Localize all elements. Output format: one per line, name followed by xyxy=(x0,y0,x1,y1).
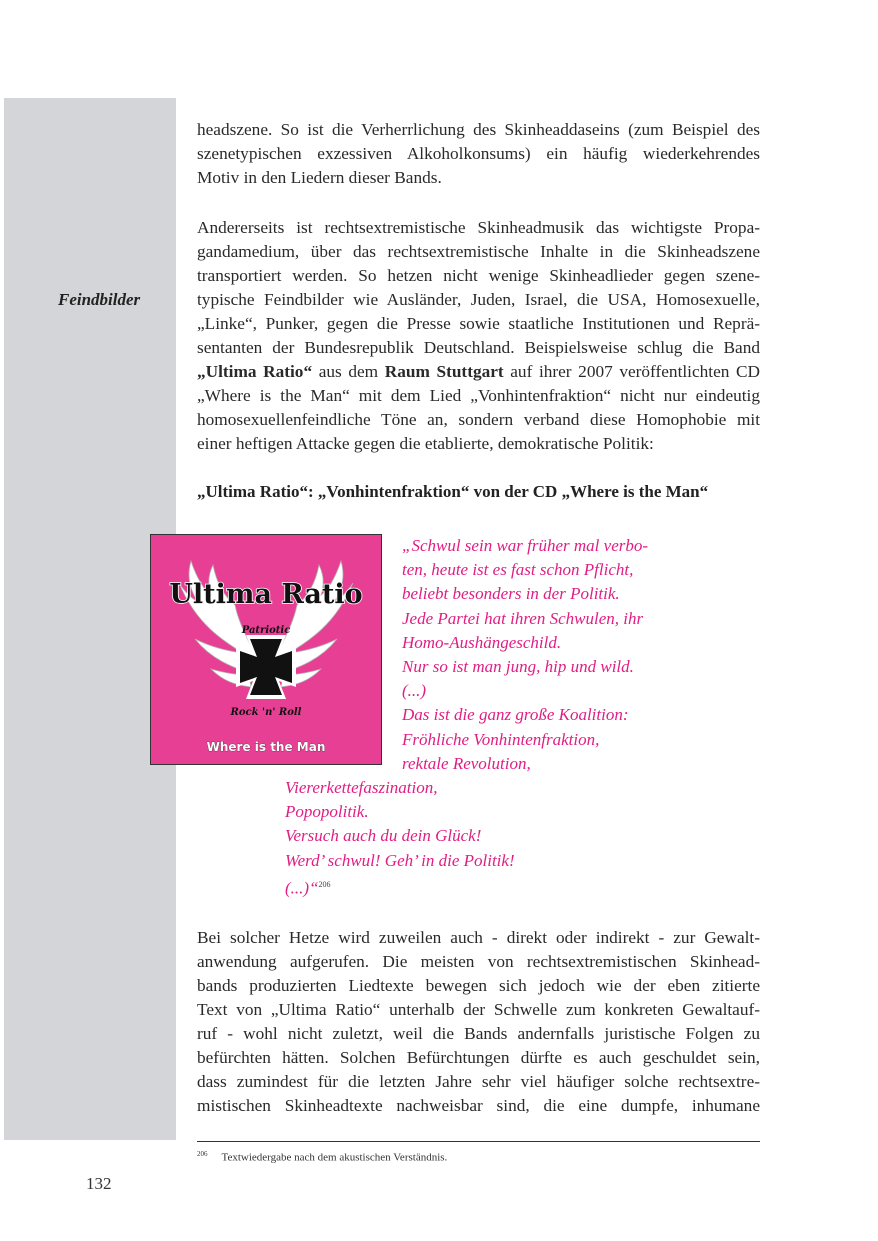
text-line: dass zumindest für die letzten Jahre sehr viel häufiger solche rechtsextre- xyxy=(197,1072,760,1091)
text-line: befürchten hätten. Solchen Befürchtungen dürfte es auch geschuldet sein, xyxy=(197,1048,760,1067)
footnote-divider xyxy=(197,1141,760,1142)
album-cover-art xyxy=(151,535,381,764)
text-line xyxy=(197,360,760,384)
text-fragment: aus dem xyxy=(312,362,385,381)
cover-tag-bottom: Rock 'n' Roll xyxy=(230,707,302,718)
paragraph-3 xyxy=(197,926,760,1118)
text-line: Bei solcher Hetze wird zuweilen auch - direkt oder indirekt - zur Gewalt- xyxy=(197,928,760,947)
text-line: typische Feindbilder wie Ausländer, Juden, Israel, die USA, Homosexuelle, xyxy=(197,290,760,309)
lyric-line: „Schwul sein war früher mal verbo- xyxy=(402,536,649,555)
text-line: gandamedium, über das rechtsextremistische Inhalte in die Skinheadszene xyxy=(197,242,760,261)
text-line: sentanten der Bundesrepublik Deutschland. Beispielsweise schlug die Band xyxy=(197,338,760,357)
page-number: 132 xyxy=(86,1174,112,1193)
lyric-line: Das ist die ganz große Koalition: xyxy=(402,705,629,725)
lyric-line: Werd’ schwul! Geh’ in die Politik! xyxy=(285,850,515,870)
text-line: ruf - wohl nicht zuletzt, weil die Bands andernfalls juristische Folgen zu xyxy=(197,1024,760,1043)
text-line: Andererseits ist rechtsextremistische Skinheadmusik das wichtigste Propa- xyxy=(197,218,760,237)
margin-heading: Feindbilder xyxy=(58,290,141,309)
lyric-line xyxy=(285,873,515,901)
paragraph-2 xyxy=(197,216,760,456)
lyric-line: Jede Partei hat ihren Schwulen, ihr xyxy=(402,608,644,628)
lyric-line: Viererkettefaszination, xyxy=(285,778,438,797)
text-line: mistischen Skinheadtexte nachweisbar sind, die eine dumpfe, inhumane xyxy=(197,1096,760,1115)
cover-tag-top: Patriotic xyxy=(241,625,291,636)
cover-album-title: Where is the Man xyxy=(206,740,326,754)
lyric-line: (...) xyxy=(402,681,427,701)
lyric-end: (...)“ xyxy=(285,878,319,898)
band-name: „Ultima Ratio“ xyxy=(197,362,313,381)
place-name: Raum Stuttgart xyxy=(384,362,504,381)
text-line: einer heftigen Attacke gegen die etablierte, demokratische Politik: xyxy=(197,434,654,453)
lyrics-block-right xyxy=(402,534,648,776)
text-line: Motiv in den Liedern dieser Bands. xyxy=(197,168,442,187)
text-line: Text von „Ultima Ratio“ unterhalb der Schwelle zum konkreten Gewaltauf- xyxy=(197,1000,760,1019)
lyric-line: ten, heute ist es fast schon Pflicht, xyxy=(402,560,634,580)
footnote-number: 206 xyxy=(197,1150,208,1158)
text-line: homosexuellenfeindliche Töne an, sondern verband diese Homophobie mit xyxy=(197,410,760,429)
cover-band-name: Ultima Ratio xyxy=(169,579,363,610)
text-line: bands produzierten Liedtexte bewegen sich jedoch wie der eben zitierte xyxy=(197,976,760,995)
paragraph-1 xyxy=(197,118,760,190)
lyric-line: rektale Revolution, xyxy=(402,753,531,773)
lyrics-block-left xyxy=(285,776,515,901)
lyric-line: Versuch auch du dein Glück! xyxy=(285,826,482,846)
footnote-text: Textwiedergabe nach dem akustischen Verständnis. xyxy=(221,1151,448,1164)
text-line: anwendung aufgerufen. Die meisten von rechtsextremistischen Skinhead- xyxy=(197,952,760,971)
text-line: szenetypischen exzessiven Alkoholkonsums) ein häufig wiederkehrendes xyxy=(197,144,760,163)
text-fragment: auf ihrer 2007 veröffentlichten CD xyxy=(503,362,761,381)
album-cover-image xyxy=(150,534,382,765)
lyric-line: Homo-Aushängeschild. xyxy=(402,632,562,652)
lyric-line: Fröhliche Vonhintenfraktion, xyxy=(402,729,600,749)
text-line: „Linke“, Punker, gegen die Presse sowie staatliche Institutionen und Reprä- xyxy=(197,314,760,333)
footnote-reference[interactable]: 206 xyxy=(318,879,331,889)
quote-heading: „Ultima Ratio“: „Vonhintenfraktion“ von der CD „Where is the Man“ xyxy=(197,482,709,501)
footnote xyxy=(197,1150,447,1164)
text-line: transportiert werden. So hetzen nicht wenige Skinheadlieder gegen szene- xyxy=(197,266,760,285)
lyric-line: Popopolitik. xyxy=(285,802,369,822)
lyric-line: beliebt besonders in der Politik. xyxy=(402,584,620,604)
text-line: headszene. So ist die Verherrlichung des Skinheaddaseins (zum Beispiel des xyxy=(197,120,760,139)
text-line: „Where is the Man“ mit dem Lied „Vonhintenfraktion“ nicht nur eindeutig xyxy=(197,386,760,405)
lyric-line: Nur so ist man jung, hip und wild. xyxy=(402,657,634,677)
